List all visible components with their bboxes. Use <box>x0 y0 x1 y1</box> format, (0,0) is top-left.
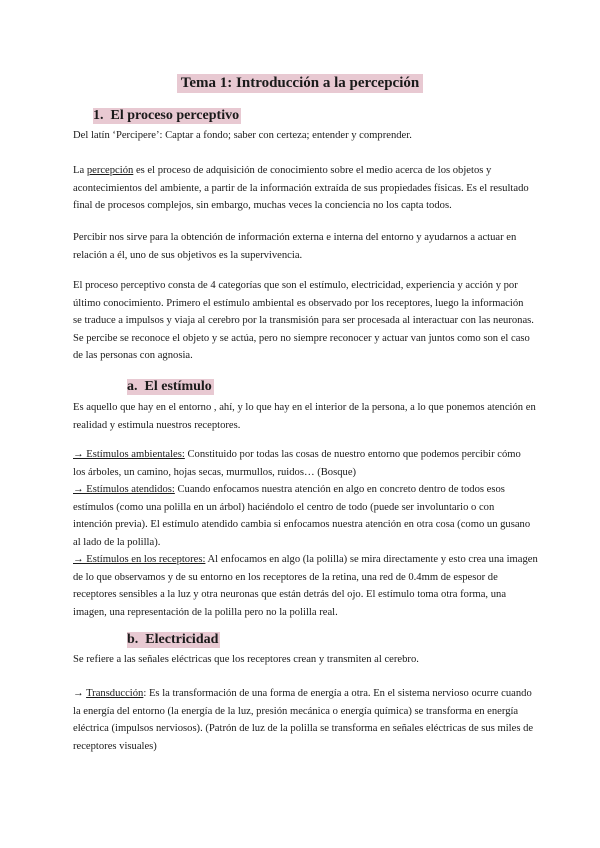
term-estimulos-receptores: → Estímulos en los receptores: <box>73 554 206 565</box>
paragraph-line: estímulos (como una polilla en un árbol) haciéndolo el centro de todo (puede ser involuntario o con <box>73 501 495 513</box>
paragraph-line: Del latín ‘Percipere’: Captar a fondo; saber con certeza; entender y comprender. <box>73 130 412 141</box>
section-1-number: 1. <box>93 108 104 123</box>
paragraph-line: al lado de la polilla). <box>73 536 161 548</box>
term-transduccion: Transducción <box>86 688 144 699</box>
stimulus-intro-paragraph <box>73 399 538 434</box>
paragraph-line: receptores sensibles a la luz y otra neuronas que están detrás del ojo. El estímulo toma otra forma, una <box>73 589 507 600</box>
text-fragment: La <box>73 165 87 176</box>
paragraph-line: El proceso perceptivo consta de 4 categorías que son el estímulo, electricidad, experiencia y acción y por <box>73 280 518 291</box>
paragraph-line <box>73 551 538 569</box>
term-percepcion: percepción <box>86 165 134 176</box>
section-b-title: Electricidad <box>145 632 219 647</box>
paragraph-line: Se percibe se reconoce el objeto y se actúa, pero no siempre reconocer y actuar van juntos como son el caso <box>73 332 530 344</box>
paragraph-line: realidad y estimula nuestros receptores. <box>73 419 241 431</box>
paragraph-line <box>73 446 538 464</box>
term-estimulos-ambientales: → Estímulos ambientales: <box>73 449 185 460</box>
paragraph-line: Es aquello que hay en el entorno , ahí, y lo que hay en el interior de la persona, a lo que ponemos atención en <box>73 402 536 413</box>
paragraph-line <box>73 481 538 499</box>
paragraph-line: imagen, una representación de la polilla pero no la polilla real. <box>73 606 338 618</box>
stimulus-types-paragraph <box>73 446 538 621</box>
paragraph-line <box>73 685 538 703</box>
purpose-paragraph <box>73 229 538 264</box>
paragraph-line: los árboles, un camino, hojas secas, murmullos, ruidos… (Bosque) <box>73 466 357 478</box>
section-b-letter: b. <box>127 632 139 647</box>
paragraph-line: Se refiere a las señales eléctricas que los receptores crean y transmiten al cerebro. <box>73 654 419 665</box>
paragraph-line: relación a él, uno de sus objetivos es la supervivencia. <box>73 249 303 261</box>
paragraph-line: acontecimientos del ambiente, a partir de la información extraída de sus propiedades físicas. Es el resultado <box>73 182 529 194</box>
text-fragment: Constituido por todas las cosas de nuestro entorno que podemos percibir cómo <box>184 449 521 460</box>
section-a-heading-highlight <box>127 379 214 395</box>
section-a-heading <box>127 379 214 395</box>
section-1-heading <box>93 108 241 124</box>
paragraph-line: último conocimiento. Primero el estímulo ambiental es observado por los receptores, luego la información <box>73 297 524 309</box>
section-1-title: El proceso perceptivo <box>110 108 240 123</box>
section-b-heading <box>127 632 220 648</box>
text-fragment: Cuando enfocamos nuestra atención en algo en concreto dentro de todos esos <box>174 484 505 495</box>
document-title <box>0 74 600 92</box>
paragraph-line: receptores visuales) <box>73 740 157 752</box>
paragraph-line: eléctrica (impulsos nerviosos). (Patrón de luz de la polilla se transforma en señales eléctricas de sus miles de <box>73 723 534 734</box>
process-paragraph <box>73 277 538 365</box>
paragraph-line: final de procesos complejos, sin embargo, muchas veces la conciencia no los capta todos. <box>73 200 452 211</box>
paragraph-line: de lo que observamos y de su entorno en los receptores de la retina, una red de 0.4mm de espesor de <box>73 571 498 583</box>
definition-paragraph <box>73 162 538 215</box>
section-1-heading-highlight <box>93 108 241 124</box>
text-fragment: es el proceso de adquisición de conocimiento sobre el medio acerca de los objetos y <box>133 165 492 176</box>
term-estimulos-atendidos: → Estímulos atendidos: <box>73 484 175 495</box>
section-a-letter: a. <box>127 379 138 394</box>
transduction-paragraph <box>73 685 538 755</box>
paragraph-line: Percibir nos sirve para la obtención de información externa e interna del entorno y ayudarnos a actuar en <box>73 232 517 243</box>
etymology-paragraph <box>73 127 538 145</box>
paragraph-line: se traduce a impulsos y viaja al cerebro por la transmisión para ser procesada al interactuar con las neuronas. <box>73 315 534 326</box>
text-fragment: : Es la transformación de una forma de energía a otra. En el sistema nervioso ocurre cuando <box>143 688 532 699</box>
electricity-intro-paragraph <box>73 651 538 669</box>
paragraph-line <box>73 162 538 180</box>
paragraph-line: la energía del entorno (la energía de la luz, presión mecánica o energía química) se transforma en energía <box>73 705 519 717</box>
text-fragment: Al enfocamos en algo (la polilla) se mira directamente y esto crea una imagen <box>205 554 538 565</box>
section-a-title: El estímulo <box>144 379 212 394</box>
section-b-heading-highlight <box>127 632 220 648</box>
title-text: Tema 1: Introducción a la percepción <box>177 74 423 93</box>
paragraph-line: intención previa). El estímulo atendido cambia si enfocamos nuestra atención en otra cosa (como un gusano <box>73 519 531 530</box>
arrow-glyph: → <box>73 688 87 699</box>
paragraph-line: de las personas con agnosia. <box>73 350 193 361</box>
